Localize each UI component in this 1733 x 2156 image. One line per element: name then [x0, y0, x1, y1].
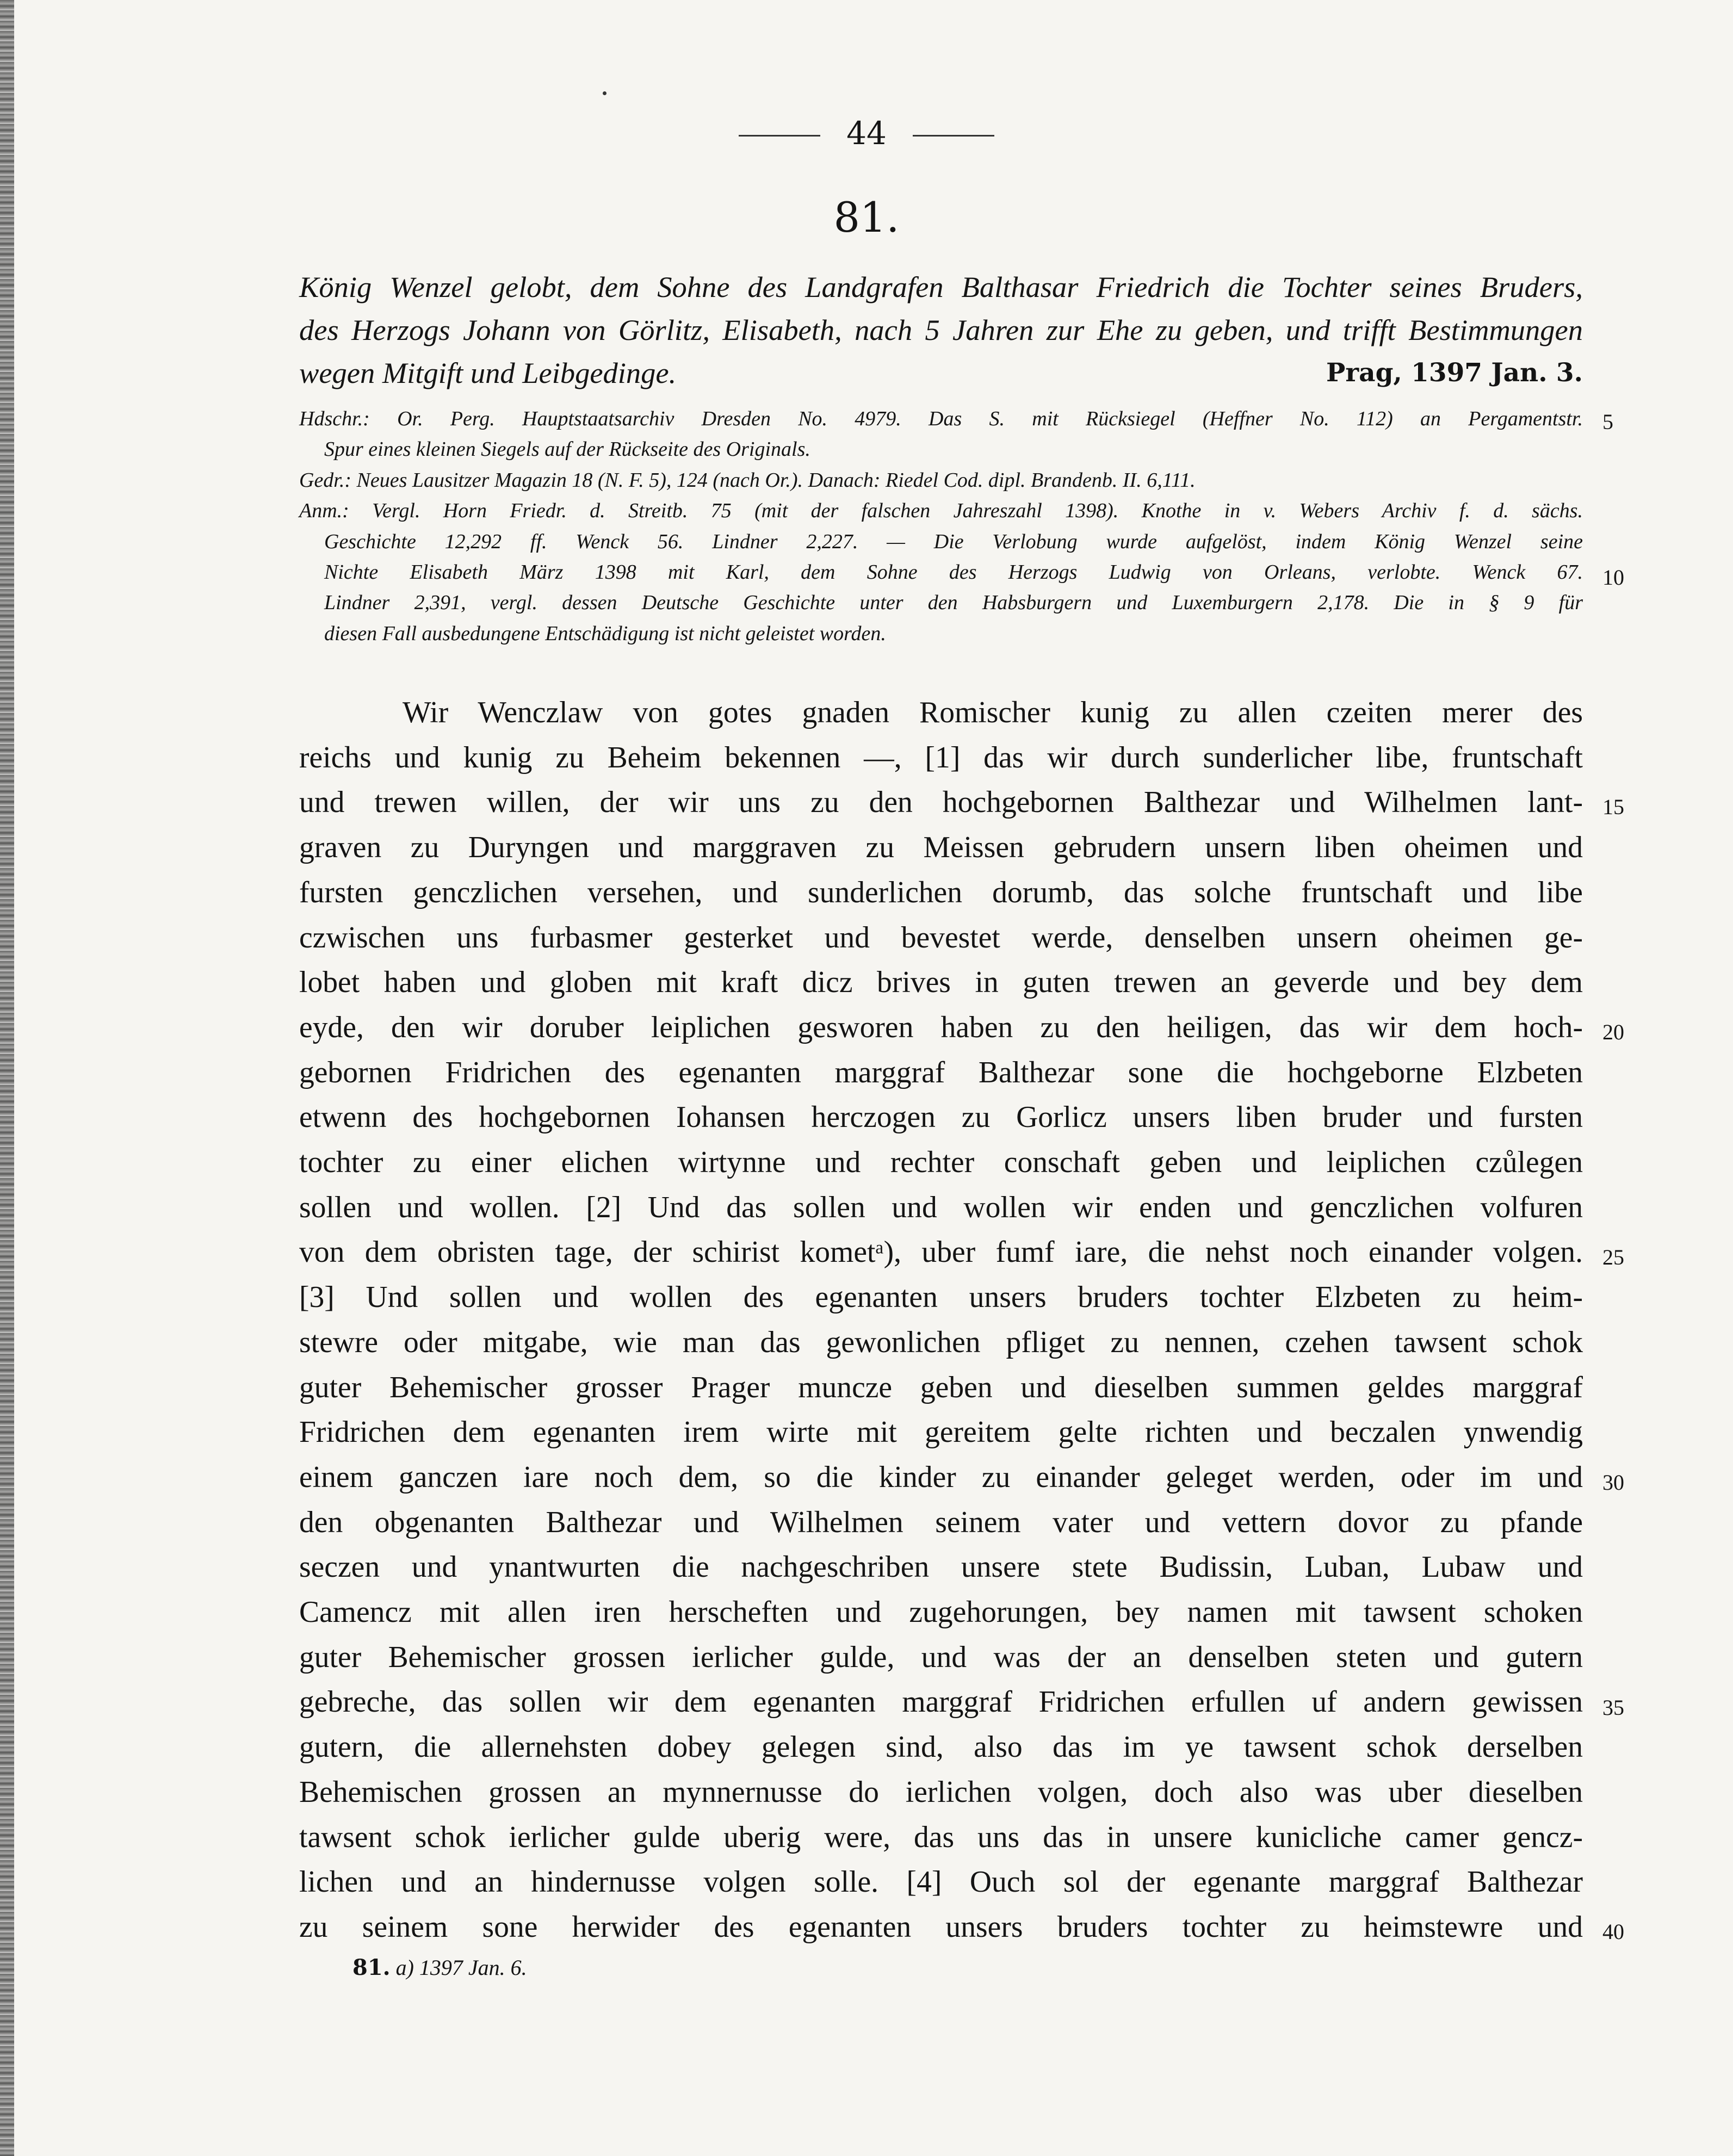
document-text: [299, 690, 1583, 1950]
text-line: lichen und an hindernusse volgen solle. [4] Ouch sol der egenante marggraf Balthezar: [299, 1865, 1583, 1899]
text-line: fursten genczlichen versehen, und sunderlichen dorumb, das solche fruntschaft und libe: [299, 875, 1583, 909]
note-line: Lindner 2,391, vergl. dessen Deutsche Geschichte unter den Habsburgern und Luxemburgern 2,178. Die in § 9 für: [324, 591, 1583, 615]
line-number: 5: [1602, 410, 1613, 434]
regest: [299, 265, 1583, 394]
line-number: 15: [1602, 795, 1624, 819]
text-line: zu seinem sone herwider des egenanten unsers bruders tochter zu heimstewre und: [299, 1910, 1583, 1944]
footnote-text: a) 1397 Jan. 6.: [395, 1955, 527, 1980]
text-line: eyde, den wir doruber leiplichen gesworen haben zu den heiligen, das wir dem hoch-: [299, 1010, 1583, 1044]
text-line: guter Behemischer grossen ierlicher gulde, und was der an denselben steten und gutern: [299, 1640, 1583, 1674]
text-line: tawsent schok ierlicher gulde uberig were, das uns das in unsere kunicliche camer gencz-: [299, 1820, 1583, 1854]
text-line: und trewen willen, der wir uns zu den hochgebornen Balthezar und Wilhelmen lant-: [299, 785, 1583, 820]
footnote-doc-number: 81.: [352, 1955, 391, 1980]
line-number: 30: [1602, 1470, 1624, 1495]
text-line: Fridrichen dem egenanten irem wirte mit gereitem gelte richten und beczalen ynwendig: [299, 1415, 1583, 1449]
note-line: diesen Fall ausbedungene Entschädigung ist nicht geleistet worden.: [324, 622, 886, 645]
page-number: 44: [846, 115, 887, 152]
text-line: lobet haben und globen mit kraft dicz brives in guten trewen an geverde und bey dem: [299, 965, 1583, 1000]
text-line: Camencz mit allen iren herscheften und zugehorungen, bey namen mit tawsent schoken: [299, 1595, 1583, 1630]
note-line: Geschichte 12,292 ff. Wenck 56. Lindner 2,227. — Die Verlobung wurde aufgelöst, indem König Wenzel seine: [324, 530, 1583, 553]
document-number: 81.: [833, 193, 900, 241]
line-number: 10: [1602, 565, 1624, 590]
text-line: gebreche, das sollen wir dem egenanten marggraf Fridrichen erfullen uf andern gewissen: [299, 1685, 1583, 1719]
text-line: graven zu Duryngen und marggraven zu Meissen gebrudern unsern liben oheimen und: [299, 831, 1583, 865]
line-number: 25: [1602, 1245, 1624, 1269]
page-header: [0, 114, 1733, 152]
regest-line: wegen Mitgift und Leibgedinge.: [299, 356, 677, 389]
text-line: seczen und ynantwurten die nachgeschriben unsere stete Budissin, Luban, Lubaw und: [299, 1550, 1583, 1584]
note-line: Nichte Elisabeth März 1398 mit Karl, dem Sohne des Herzogs Ludwig von Orleans, verlobte. Wenck 67.: [324, 561, 1583, 584]
scan-edge: [0, 0, 14, 2156]
source-notes: [299, 404, 1583, 649]
note-line: Spur eines kleinen Siegels auf der Rückseite des Originals.: [324, 438, 810, 461]
line-number: 40: [1602, 1919, 1624, 1944]
text-line: guter Behemischer grosser Prager muncze geben und dieselben summen geldes marggraf: [299, 1370, 1583, 1404]
text-line: den obgenanten Balthezar und Wilhelmen seinem vater und vettern dovor zu pfande: [299, 1505, 1583, 1539]
text-line: Wir Wenczlaw von gotes gnaden Romischer kunig zu allen czeiten merer des: [403, 696, 1583, 729]
text-line: etwenn des hochgebornen Iohansen herczogen zu Gorlicz unsers liben bruder und fursten: [299, 1100, 1583, 1135]
text-line: gutern, die allernehsten dobey gelegen sind, also das im ye tawsent schok derselben: [299, 1730, 1583, 1764]
regest-line: des Herzogs Johann von Görlitz, Elisabeth, nach 5 Jahren zur Ehe zu geben, und trifft Bestimmungen: [299, 313, 1583, 346]
text-line: sollen und wollen. [2] Und das sollen und wollen wir enden und genczlichen volfuren: [299, 1190, 1583, 1224]
footnote: [352, 1955, 527, 1980]
line-number: 20: [1602, 1020, 1624, 1044]
text-line: tochter zu einer elichen wirtynne und rechter conschaft geben und leiplichen czůlegen: [299, 1145, 1583, 1180]
text-line: von dem obristen tage, der schirist kometᵃ), uber fumf iare, die nehst noch einander volgen.: [299, 1235, 1583, 1269]
text-line: gebornen Fridrichen des egenanten marggraf Balthezar sone die hochgeborne Elzbeten: [299, 1055, 1583, 1089]
note-line: Anm.: Vergl. Horn Friedr. d. Streitb. 75 (mit der falschen Jahreszahl 1398). Knothe in v. Webers Archiv f. d. sächs.: [299, 499, 1583, 523]
line-number: 35: [1602, 1695, 1624, 1720]
text-line: [3] Und sollen und wollen des egenanten unsers bruders tochter Elzbeten zu heim-: [299, 1280, 1583, 1315]
header-rule-right: [913, 135, 994, 137]
regest-line: König Wenzel gelobt, dem Sohne des Landgrafen Balthasar Friedrich die Tochter seines Bruders,: [299, 270, 1583, 303]
text-line: czwischen uns furbasmer gesterket und bevestet werde, denselben unsern oheimen ge-: [299, 920, 1583, 955]
text-line: Behemischen grossen an mynnernusse do ierlichen volgen, doch also was uber dieselben: [299, 1775, 1583, 1809]
text-line: reichs und kunig zu Beheim bekennen —, [1] das wir durch sunderlicher libe, fruntschaft: [299, 740, 1583, 775]
note-line: Gedr.: Neues Lausitzer Magazin 18 (N. F. 5), 124 (nach Or.). Danach: Riedel Cod. dipl. Brandenb. II. 6,111.: [299, 468, 1196, 492]
note-line: Hdschr.: Or. Perg. Hauptstaatsarchiv Dresden No. 4979. Das S. mit Rücksiegel (Heffner No. 112) an Pergamentstr.: [299, 407, 1583, 430]
header-rule-left: [739, 135, 820, 137]
place-date: Prag, 1397 Jan. 3.: [1326, 358, 1583, 388]
text-line: stewre oder mitgabe, wie man das gewonlichen pfliget zu nennen, czehen tawsent schok: [299, 1325, 1583, 1359]
ink-dot: [603, 91, 606, 95]
text-line: einem ganczen iare noch dem, so die kinder zu einander geleget werden, oder im und: [299, 1460, 1583, 1494]
